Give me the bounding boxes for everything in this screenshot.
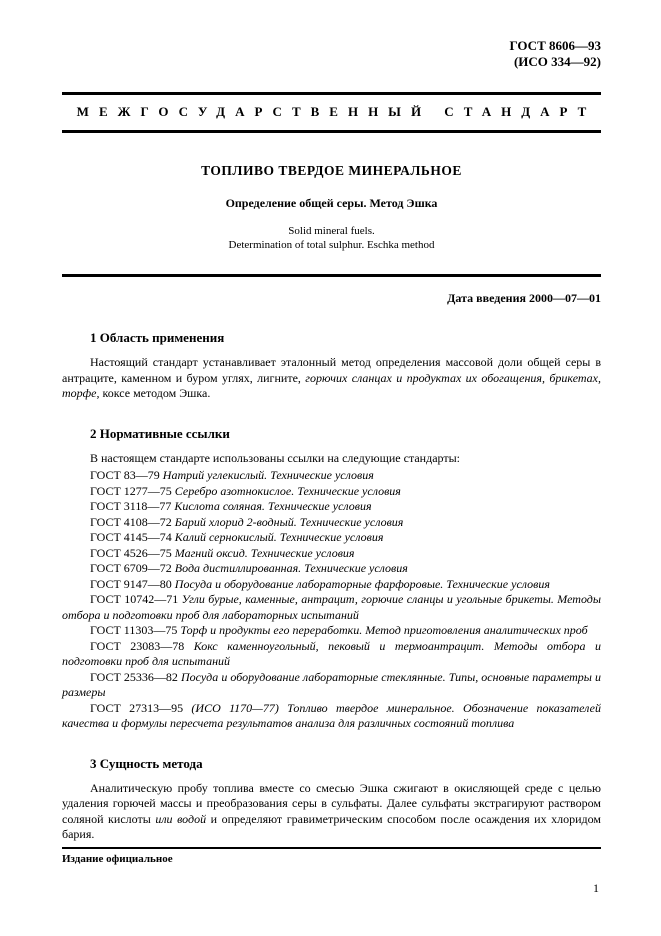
reference-item	[62, 530, 601, 546]
reference-title: Посуда и оборудование лабораторные стеклянные. Типы, основные параметры и размеры	[62, 669, 602, 699]
doc-number-block	[62, 38, 601, 70]
section-3-text-normal-1: Аналитическую пробу топлива вместе со смесью Эшка сжигают в окисляющей среде с целью удаления горючей массы и преобразования серы в сульфаты. Далее сульфаты экстрагируют раствором соляной кислоты	[62, 780, 601, 826]
reference-item	[62, 670, 601, 701]
reference-title: Натрий углекислый. Технические условия	[162, 468, 374, 482]
reference-title: Магний оксид. Технические условия	[174, 545, 355, 560]
section-3-text-normal-2: и определяют гравиметрическим способом после осаждения их хлоридом бария.	[62, 811, 602, 841]
section-1-text-normal-2: коксе методом Эшка.	[99, 386, 211, 400]
reference-item	[62, 468, 601, 484]
standard-type-label: МЕЖГОСУДАРСТВЕННЫЙ СТАНДАРТ	[76, 104, 597, 119]
reference-number: ГОСТ 23083—78	[90, 638, 185, 653]
reference-title: Калий сернокислый. Технические условия	[174, 530, 384, 544]
reference-item	[62, 515, 601, 531]
page-number: 1	[593, 881, 599, 895]
doc-number-iso: (ИСО 334—92)	[513, 54, 601, 69]
references-list	[62, 468, 601, 732]
reference-number: ГОСТ 83—79	[90, 468, 160, 482]
footer-rule	[62, 847, 601, 849]
reference-title: (ИСО 1170—77) Топливо твердое минеральное. Обозначение показателей качества и формулы пересчета результатов анализа для различных состояний топлива	[62, 700, 602, 730]
reference-number: ГОСТ 10742—71	[90, 592, 179, 606]
reference-number: ГОСТ 4526—75	[90, 545, 172, 560]
section-3-heading: 3 Сущность метода	[90, 755, 203, 771]
reference-item	[62, 701, 601, 732]
reference-title: Кислота соляная. Технические условия	[174, 499, 372, 513]
english-title-line1: Solid mineral fuels.	[288, 225, 375, 237]
reference-number: ГОСТ 3118—77	[90, 499, 172, 513]
reference-title: Угли бурые, каменные, антрацит, горючие сланцы и угольные брикеты. Методы отбора и подготовки проб для лабораторных испытаний	[62, 592, 601, 622]
document-subtitle: Определение общей серы. Метод Эшка	[225, 196, 438, 210]
reference-number: ГОСТ 4108—72	[90, 514, 172, 529]
section-2-intro: В настоящем стандарте использованы ссылки на следующие стандарты:	[90, 450, 461, 465]
reference-title: Кокс каменноугольный, пековый и термоантрацит. Методы отбора и подготовки проб для испытаний	[62, 638, 601, 668]
reference-number: ГОСТ 25336—82	[90, 669, 178, 684]
effective-date: Дата введения 2000—07—01	[447, 291, 601, 305]
reference-title: Барий хлорид 2-водный. Технические условия	[174, 514, 404, 529]
section-1-text-italic: горючих сланцах и продуктах их обогащения, брикетах, торфе,	[62, 370, 602, 400]
reference-number: ГОСТ 27313—95	[90, 700, 184, 715]
reference-number: ГОСТ 11303—75	[90, 623, 178, 637]
section-3-paragraph	[62, 781, 601, 843]
reference-item	[62, 499, 601, 515]
standard-type-banner	[62, 92, 601, 133]
section-2-heading: 2 Нормативные ссылки	[90, 425, 230, 441]
reference-item	[62, 561, 601, 577]
section-1-heading: 1 Область применения	[90, 330, 225, 345]
section-3-text-italic: или водой	[155, 811, 207, 826]
reference-title: Посуда и оборудование лабораторные фарфоровые. Технические условия	[174, 576, 550, 591]
reference-number: ГОСТ 9147—80	[90, 576, 172, 591]
section-1-paragraph	[62, 355, 601, 402]
document-title: ТОПЛИВО ТВЕРДОЕ МИНЕРАЛЬНОЕ	[201, 163, 462, 178]
reference-title: Вода дистиллированная. Технические условия	[174, 561, 408, 575]
english-title-line2: Determination of total sulphur. Eschka method	[228, 239, 435, 251]
reference-item	[62, 592, 601, 623]
reference-title: Серебро азотнокислое. Технические условия	[174, 483, 401, 498]
document-title-english	[62, 224, 601, 252]
horizontal-rule	[62, 274, 601, 277]
doc-number-gost: ГОСТ 8606—93	[509, 38, 601, 53]
title-block	[62, 133, 601, 252]
official-edition-label: Издание официальное	[62, 853, 173, 865]
page-footer	[62, 847, 601, 896]
reference-item	[62, 484, 601, 500]
reference-item	[62, 639, 601, 670]
reference-number: ГОСТ 6709—72	[90, 561, 172, 575]
section-1-text-normal-1: Настоящий стандарт устанавливает эталонный метод определения массовой доли общей серы в антраците, каменном и буром углях, лигните,	[62, 355, 601, 385]
reference-item	[62, 623, 601, 639]
reference-number: ГОСТ 1277—75	[90, 483, 172, 498]
reference-item	[62, 546, 601, 562]
reference-title: Торф и продукты его переработки. Метод приготовления аналитических проб	[180, 623, 588, 637]
reference-item	[62, 577, 601, 593]
reference-number: ГОСТ 4145—74	[90, 530, 172, 544]
